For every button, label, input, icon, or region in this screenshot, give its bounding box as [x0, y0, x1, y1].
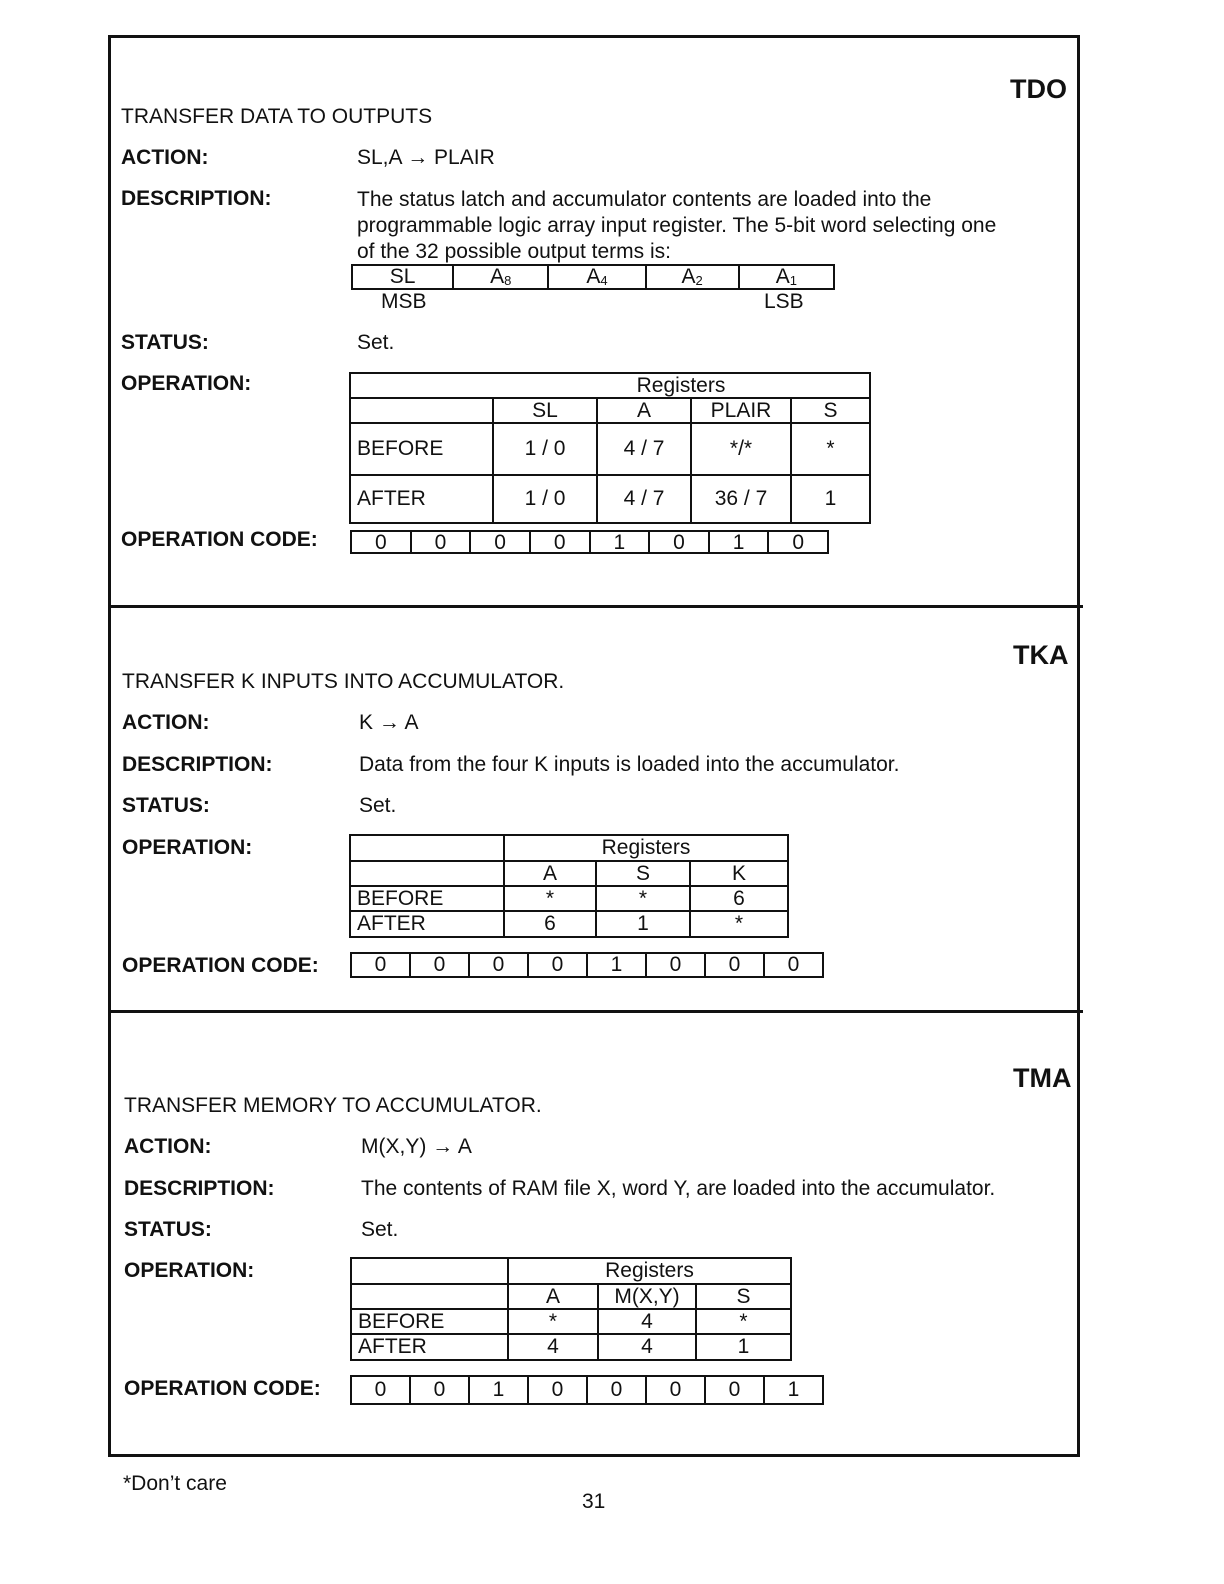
tdo-lsb: LSB	[764, 290, 804, 313]
row-label-after: AFTER	[351, 1334, 508, 1360]
tdo-action-label: ACTION:	[121, 146, 209, 169]
opcode-bit: 1	[763, 1377, 822, 1403]
col-header: PLAIR	[691, 398, 791, 423]
tma-description-label: DESCRIPTION:	[124, 1177, 275, 1200]
tdo-title: TRANSFER DATA TO OUTPUTS	[121, 105, 433, 128]
cell-value: *	[504, 886, 596, 911]
tma-opcode-label: OPERATION CODE:	[124, 1377, 321, 1400]
tma-mnemonic: TMA	[1013, 1063, 1072, 1093]
section-divider	[108, 605, 1083, 608]
opcode-bit: 0	[645, 954, 704, 976]
col-header: A	[504, 861, 596, 886]
footnote: *Don’t care	[123, 1472, 227, 1495]
opcode-bit: 0	[409, 1377, 468, 1403]
registers-header: Registers	[508, 1258, 791, 1284]
tdo-register-table	[349, 372, 871, 524]
tdo-operation-label: OPERATION:	[121, 372, 252, 395]
cell-value: 4 / 7	[597, 423, 691, 475]
cell-value: *	[508, 1309, 598, 1334]
tma-status: Set.	[361, 1218, 399, 1241]
opcode-bit: 0	[648, 532, 708, 552]
row-label-after: AFTER	[350, 911, 504, 937]
tka-mnemonic: TKA	[1013, 640, 1069, 670]
col-header: A	[597, 398, 691, 423]
opcode-bit: 1	[468, 1377, 527, 1403]
opcode-bit: 0	[645, 1377, 704, 1403]
cell-value: 1	[696, 1334, 791, 1360]
row-label-after: AFTER	[350, 475, 493, 523]
tka-action-label: ACTION:	[122, 711, 210, 734]
col-header: K	[690, 861, 788, 886]
registers-header: Registers	[493, 373, 870, 398]
word-field-a2: $A_2$	[645, 266, 738, 288]
cell-value: *	[690, 911, 788, 937]
tdo-opcode	[350, 530, 829, 554]
opcode-bit: 0	[767, 532, 827, 552]
cell-value: 6	[504, 911, 596, 937]
cell-value: 4	[598, 1309, 696, 1334]
col-header: A	[508, 1284, 598, 1309]
col-header: M(X,Y)	[598, 1284, 696, 1309]
tdo-description: The status latch and accumulator contents are loaded into the programmable logic array input register. The 5-bit word selecting one of the 32 possible output terms is:	[357, 188, 997, 263]
tma-operation-label: OPERATION:	[124, 1259, 255, 1282]
opcode-bit: 0	[704, 954, 763, 976]
opcode-bit: 0	[374, 953, 387, 976]
tka-operation-label: OPERATION:	[122, 836, 253, 859]
opcode-bit: 0	[527, 1377, 586, 1403]
cell-value: 6	[690, 886, 788, 911]
tma-description: The contents of RAM file X, word Y, are loaded into the accumulator.	[361, 1177, 996, 1200]
cell-value: 36 / 7	[691, 475, 791, 523]
cell-value: *	[696, 1309, 791, 1334]
opcode-bit: 0	[374, 1378, 387, 1401]
opcode-bit: 0	[586, 1377, 645, 1403]
word-field-a1: $A_1$	[738, 266, 833, 288]
col-header: S	[696, 1284, 791, 1309]
cell-value: 1	[791, 475, 870, 523]
opcode-bit: 0	[469, 532, 529, 552]
row-label-before: BEFORE	[351, 1309, 508, 1334]
cell-value: 1 / 0	[493, 475, 597, 523]
cell-value: *	[791, 423, 870, 475]
opcode-bit: 0	[409, 954, 468, 976]
tka-status-label: STATUS:	[122, 794, 210, 817]
tdo-action: SL,A → PLAIR	[357, 146, 495, 169]
opcode-bit: 1	[589, 532, 649, 552]
cell-value: */*	[691, 423, 791, 475]
col-header: S	[596, 861, 690, 886]
tka-description-label: DESCRIPTION:	[122, 753, 273, 776]
opcode-bit: 0	[704, 1377, 763, 1403]
cell-value: *	[596, 886, 690, 911]
registers-header: Registers	[504, 835, 788, 861]
tma-register-table	[350, 1257, 792, 1361]
tka-description: Data from the four K inputs is loaded into the accumulator.	[359, 753, 900, 776]
cell-value: 1	[596, 911, 690, 937]
tka-register-table	[349, 834, 789, 938]
opcode-bit: 1	[708, 532, 768, 552]
opcode-bit: 0	[374, 531, 387, 554]
opcode-bit: 0	[527, 954, 586, 976]
opcode-bit: 0	[529, 532, 589, 552]
opcode-bit: 1	[586, 954, 645, 976]
tka-status: Set.	[359, 794, 397, 817]
tdo-status: Set.	[357, 331, 395, 354]
tka-action: K → A	[359, 711, 419, 734]
tma-opcode	[350, 1375, 824, 1405]
col-header: SL	[493, 398, 597, 423]
tdo-mnemonic: TDO	[1010, 74, 1067, 104]
tdo-msb: MSB	[381, 290, 427, 313]
tka-opcode-label: OPERATION CODE:	[122, 954, 319, 977]
cell-value: 4	[598, 1334, 696, 1360]
section-divider	[108, 1010, 1083, 1013]
tma-action: M(X,Y) → A	[361, 1135, 472, 1158]
col-header: S	[791, 398, 870, 423]
tdo-description-label: DESCRIPTION:	[121, 187, 272, 210]
tdo-status-label: STATUS:	[121, 331, 209, 354]
word-field-a8: $A_8$	[452, 266, 547, 288]
cell-value: 1 / 0	[493, 423, 597, 475]
opcode-bit: 0	[410, 532, 470, 552]
tma-title: TRANSFER MEMORY TO ACCUMULATOR.	[124, 1094, 542, 1117]
tka-title: TRANSFER K INPUTS INTO ACCUMULATOR.	[122, 670, 565, 693]
tka-opcode	[350, 952, 824, 978]
row-label-before: BEFORE	[350, 423, 493, 475]
page-number: 31	[582, 1490, 606, 1513]
cell-value: 4	[508, 1334, 598, 1360]
cell-value: 4 / 7	[597, 475, 691, 523]
word-field-a4: $A_4$	[547, 266, 644, 288]
tma-action-label: ACTION:	[124, 1135, 212, 1158]
row-label-before: BEFORE	[350, 886, 504, 911]
tdo-opcode-label: OPERATION CODE:	[121, 528, 318, 551]
word-field-sl: SL	[389, 265, 416, 288]
tma-status-label: STATUS:	[124, 1218, 212, 1241]
opcode-bit: 0	[763, 954, 822, 976]
opcode-bit: 0	[468, 954, 527, 976]
tdo-word-format	[351, 264, 835, 290]
